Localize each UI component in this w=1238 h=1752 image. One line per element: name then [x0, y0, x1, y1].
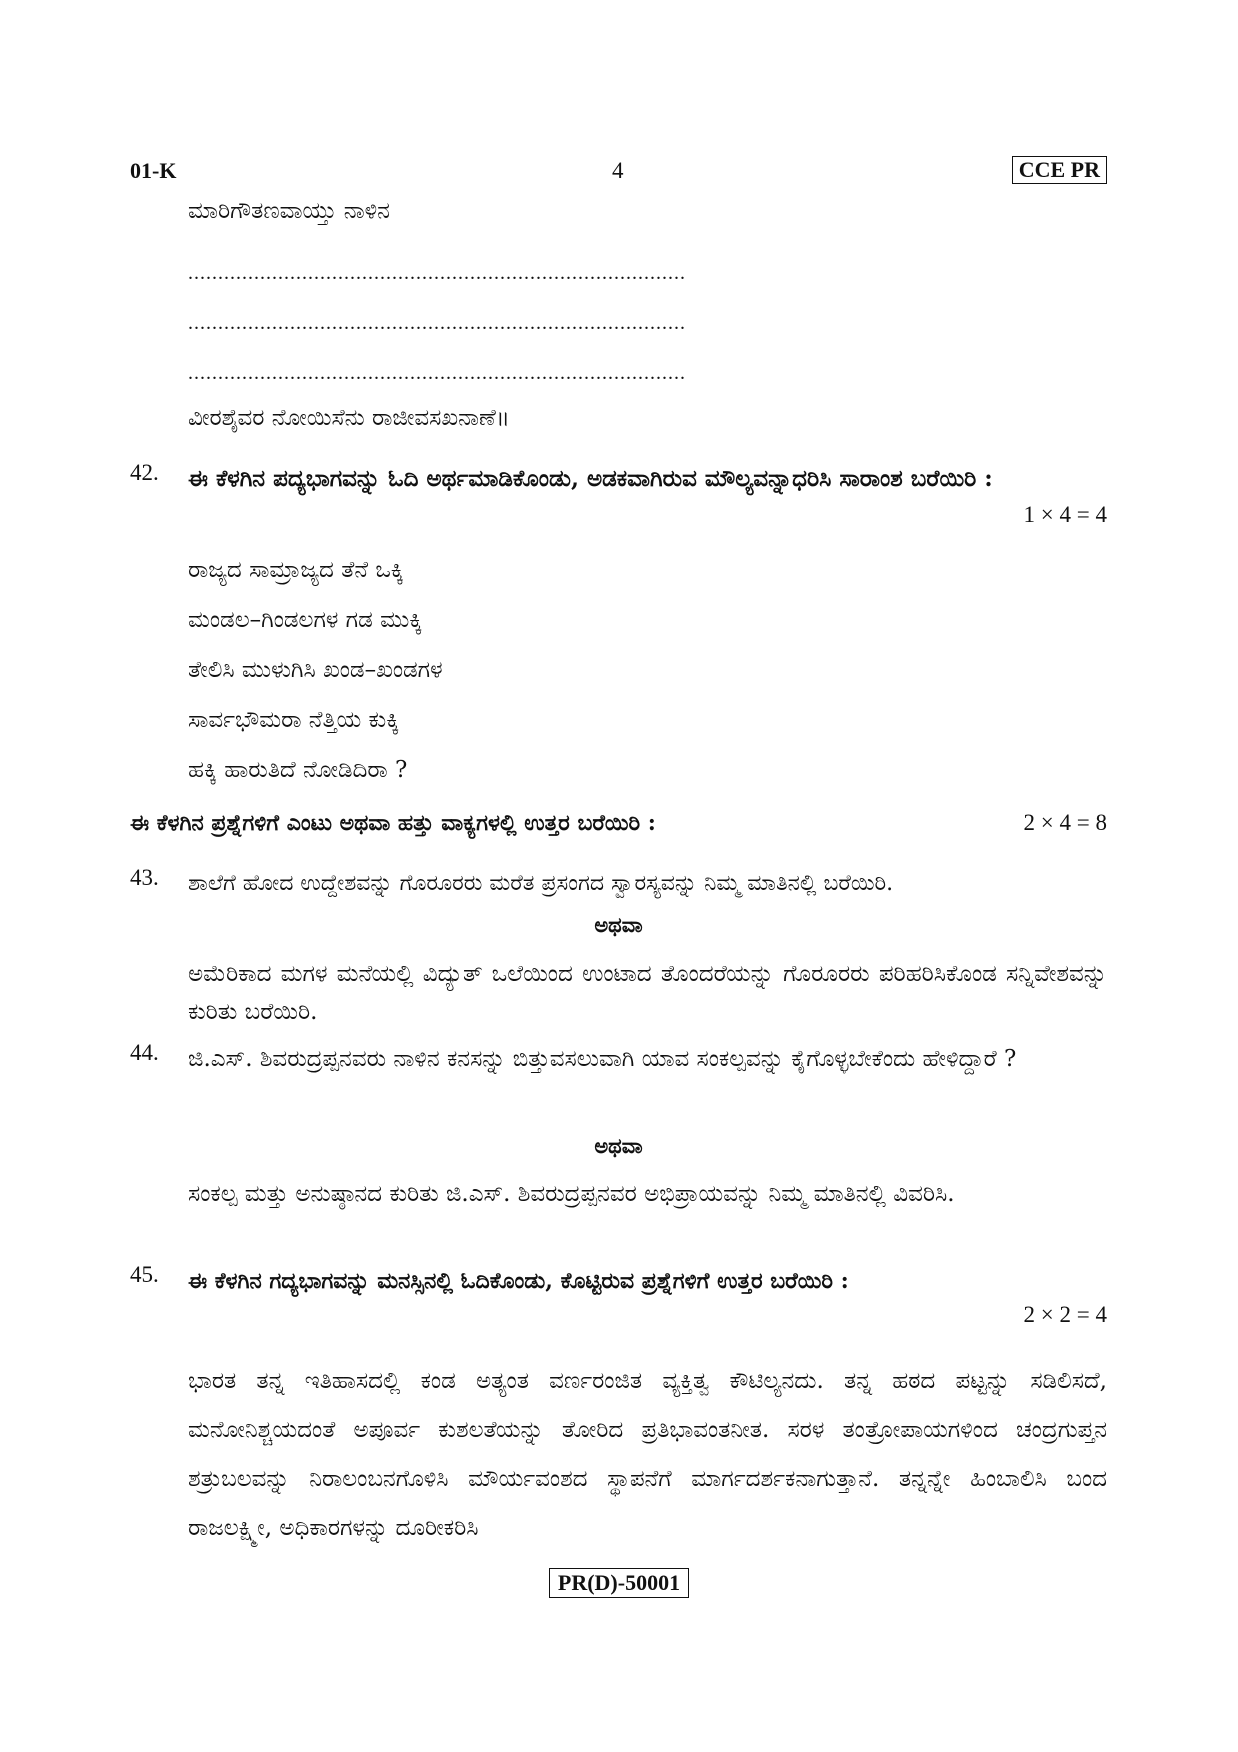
alternate-question: ಸಂಕಲ್ಪ ಮತ್ತು ಅನುಷ್ಠಾನದ ಕುರಿತು ಜಿ.ಎಸ್. ಶಿವರುದ್ರಪ್ಪನವರ ಅಭಿಪ್ರಾಯವನ್ನು ನಿಮ್ಮ ಮಾತಿನಲ್ಲಿ ವಿವರಿಸಿ. — [188, 1181, 955, 1207]
question-42 — [130, 460, 1107, 540]
alternate-question: ಅಮೆರಿಕಾದ ಮಗಳ ಮನೆಯಲ್ಲಿ ವಿದ್ಯುತ್ ಒಲೆಯಿಂದ ಉಂಟಾದ ತೊಂದರೆಯನ್ನು ಗೊರೂರರು ಪರಿಹರಿಸಿಕೊಂಡ ಸನ್ನಿವೇಶವನ್ನು ಕುರಿತು ಬರೆಯಿರಿ. — [188, 961, 1107, 1025]
or-label: ಅಥವಾ — [594, 1133, 643, 1158]
question-text: ಈ ಕೆಳಗಿನ ಪದ್ಯಭಾಗವನ್ನು ಓದಿ ಅರ್ಥಮಾಡಿಕೊಂಡು, ಅಡಕವಾಗಿರುವ ಮೌಲ್ಯವನ್ನಾಧರಿಸಿ ಸಾರಾಂಶ ಬರೆಯಿರಿ : — [188, 465, 993, 492]
marks: 2 × 2 = 4 — [1023, 1302, 1107, 1327]
poem-line: ಮಂಡಲ–ಗಿಂಡಲಗಳ ಗಡ ಮುಕ್ಕಿ — [188, 607, 423, 633]
or-label: ಅಥವಾ — [594, 912, 643, 937]
subject-code: 01-K — [130, 158, 177, 183]
blank-line-1: ................................................................................... — [188, 262, 686, 284]
page-number: 4 — [612, 158, 624, 183]
blank-line-2: ................................................................................... — [188, 312, 686, 334]
poem-line: ಸಾರ್ವಭೌಮರಾ ನೆತ್ತಿಯ ಕುಕ್ಕಿ — [188, 707, 400, 733]
question-number: 44. — [130, 1040, 159, 1065]
question-number: 43. — [130, 865, 159, 890]
section-instruction — [130, 810, 1107, 850]
page-footer — [0, 1568, 1238, 1598]
poem-line: ರಾಜ್ಯದ ಸಾಮ್ರಾಜ್ಯದ ತೆನೆ ಒಕ್ಕಿ — [188, 557, 404, 583]
marks: 1 × 4 = 4 — [1023, 502, 1107, 527]
question-text: ಜಿ.ಎಸ್. ಶಿವರುದ್ರಪ್ಪನವರು ನಾಳಿನ ಕನಸನ್ನು ಬಿತ್ತುವಸಲುವಾಗಿ ಯಾವ ಸಂಕಲ್ಪವನ್ನು ಕೈಗೊಳ್ಳಬೇಕೆಂದು ಹೇಳಿದ್ದಾರೆ ? — [188, 1046, 1017, 1072]
paper-code-box: CCE PR — [1012, 156, 1107, 184]
poem-line: ತೇಲಿಸಿ ಮುಳುಗಿಸಿ ಖಂಡ–ಖಂಡಗಳ — [188, 657, 443, 683]
poem-first-line: ಮಾರಿಗೌತಣವಾಯ್ತು ನಾಳಿನ — [188, 198, 390, 224]
blank-line-3: ................................................................................... — [188, 362, 686, 384]
question-number: 42. — [130, 460, 159, 485]
question-43 — [130, 865, 1107, 905]
question-45 — [130, 1262, 1107, 1342]
page-header — [130, 158, 1107, 194]
question-text: ಈ ಕೆಳಗಿನ ಗದ್ಯಭಾಗವನ್ನು ಮನಸ್ಸಿನಲ್ಲಿ ಓದಿಕೊಂಡು, ಕೊಟ್ಟಿರುವ ಪ್ರಶ್ನೆಗಳಿಗೆ ಉತ್ತರ ಬರೆಯಿರಿ : — [188, 1268, 849, 1294]
poem-line: ಹಕ್ಕಿ ಹಾರುತಿದೆ ನೋಡಿದಿರಾ ? — [188, 757, 408, 783]
instruction-text: ಈ ಕೆಳಗಿನ ಪ್ರಶ್ನೆಗಳಿಗೆ ಎಂಟು ಅಥವಾ ಹತ್ತು ವಾಕ್ಯಗಳಲ್ಲಿ ಉತ್ತರ ಬರೆಯಿರಿ : — [130, 810, 656, 836]
poem-last-line: ವೀರಶೈವರ ನೋಯಿಸೆನು ರಾಜೀವಸಖನಾಣೆ॥ — [188, 405, 510, 431]
question-text: ಶಾಲೆಗೆ ಹೋದ ಉದ್ದೇಶವನ್ನು ಗೊರೂರರು ಮರೆತ ಪ್ರಸಂಗದ ಸ್ವಾರಸ್ಯವನ್ನು ನಿಮ್ಮ ಮಾತಿನಲ್ಲಿ ಬರೆಯಿರಿ. — [188, 871, 894, 896]
prose-passage: ಭಾರತ ತನ್ನ ಇತಿಹಾಸದಲ್ಲಿ ಕಂಡ ಅತ್ಯಂತ ವರ್ಣರಂಜಿತ ವ್ಯಕ್ತಿತ್ವ ಕೌಟಿಲ್ಯನದು. ತನ್ನ ಹಠದ ಪಟ್ಟನ್ನು ಸಡಿಲಿಸದೆ, ಮನೋನಿಶ್ಚಯದಂತೆ ಅಪೂರ್ವ ಕುಶಲತೆಯನ್ನು ತೋರಿದ ಪ್ರತಿಭಾವಂತನೀತ. ಸರಳ ತಂತ್ರೋಪಾಯಗಳಿಂದ ಚಂದ್ರಗುಪ್ತನ ಶತ್ರುಬಲವನ್ನು ನಿರಾಲಂಬನಗೊಳಿಸಿ ಮೌರ್ಯವಂಶದ ಸ್ಥಾಪನೆಗೆ ಮಾರ್ಗದರ್ಶಕನಾಗುತ್ತಾನೆ. ತನ್ನನ್ನೇ ಹಿಂಬಾಲಿಸಿ ಬಂದ ರಾಜಲಕ್ಷ್ಮೀ, ಅಧಿಕಾರಗಳನ್ನು ದೂರೀಕರಿಸಿ — [188, 1368, 1107, 1541]
question-44 — [130, 1040, 1107, 1120]
section-marks: 2 × 4 = 8 — [1023, 810, 1107, 835]
footer-code-box: PR(D)-50001 — [549, 1568, 689, 1598]
question-number: 45. — [130, 1262, 159, 1287]
